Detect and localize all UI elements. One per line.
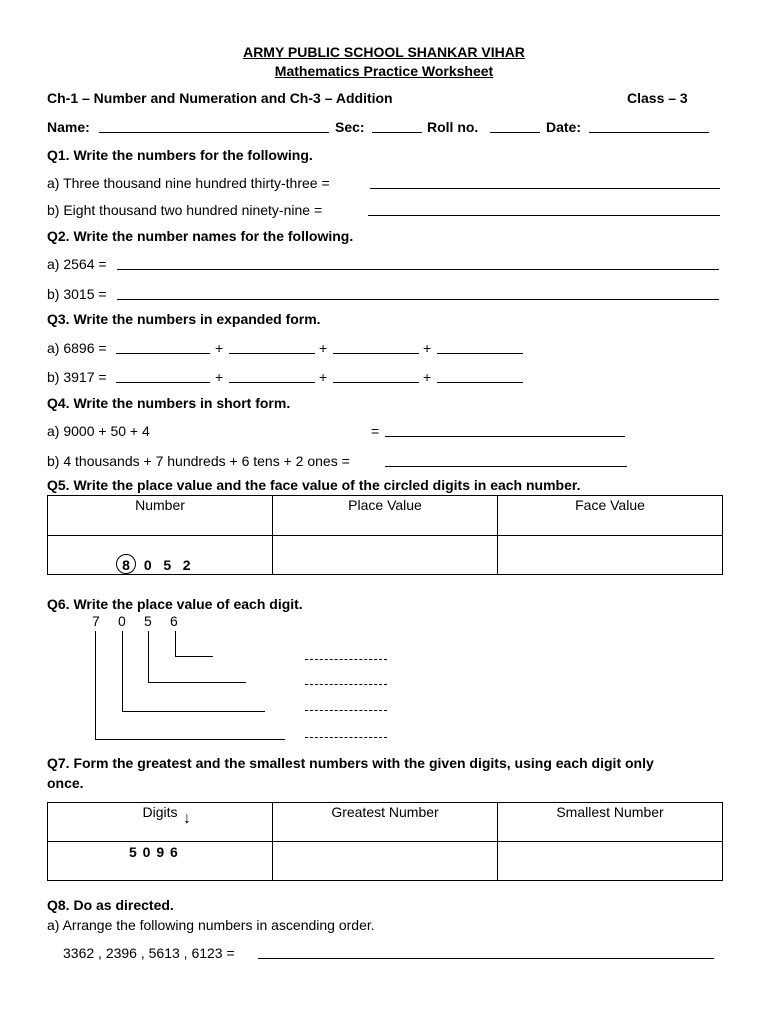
- q3-a-blank-3[interactable]: [333, 353, 419, 354]
- q6-answer-ones[interactable]: [305, 659, 387, 660]
- q7-header-greatest: Greatest Number: [273, 803, 498, 842]
- q3-a-blank-2[interactable]: [229, 353, 315, 354]
- q2-b-blank[interactable]: [117, 299, 719, 300]
- q8-numbers: 3362 , 2396 , 5613 , 6123 =: [63, 945, 235, 961]
- bracket-line: [95, 739, 285, 740]
- q4-b-blank[interactable]: [385, 466, 627, 467]
- bracket-line: [175, 656, 213, 657]
- q6-answer-thousands[interactable]: [305, 737, 387, 738]
- q3-a: a) 6896 =: [47, 340, 107, 356]
- name-label: Name:: [47, 119, 90, 135]
- q3-a-blank-1[interactable]: [116, 353, 210, 354]
- bracket-line: [122, 631, 123, 711]
- q8-title: Q8. Do as directed.: [47, 897, 174, 913]
- q7-header-digits-label: Digits: [142, 804, 178, 820]
- q2-a: a) 2564 =: [47, 256, 107, 272]
- worksheet-title: Mathematics Practice Worksheet: [274, 63, 494, 79]
- q7-greatest-answer[interactable]: [273, 842, 498, 881]
- circled-digit: 8: [116, 554, 136, 574]
- remaining-digits: 0 5 2: [143, 557, 191, 573]
- q4-a: a) 9000 + 50 + 4: [47, 423, 150, 439]
- q1-a-blank[interactable]: [370, 188, 720, 189]
- q5-header-place-value: Place Value: [273, 496, 498, 536]
- q6-answer-tens[interactable]: [305, 684, 387, 685]
- q3-b: b) 3917 =: [47, 369, 107, 385]
- q4-title: Q4. Write the numbers in short form.: [47, 395, 291, 411]
- q6-answer-hundreds[interactable]: [305, 710, 387, 711]
- q6-digit-7: 7: [92, 613, 100, 629]
- q1-a: a) Three thousand nine hundred thirty-three =: [47, 175, 330, 191]
- class-label: Class – 3: [627, 90, 688, 106]
- q3-b-blank-3[interactable]: [333, 382, 419, 383]
- q1-title: Q1. Write the numbers for the following.: [47, 147, 313, 163]
- q5-place-value-answer[interactable]: [273, 536, 498, 575]
- q7-title-line1: Q7. Form the greatest and the smallest numbers with the given digits, using each digit only: [47, 755, 654, 771]
- q5-number-cell: [48, 536, 273, 575]
- plus-sign: +: [423, 369, 432, 385]
- q7-digits-cell: [48, 842, 273, 881]
- q4-a-blank[interactable]: [385, 436, 625, 437]
- school-name: ARMY PUBLIC SCHOOL SHANKAR VIHAR: [243, 44, 525, 60]
- date-label: Date:: [546, 119, 582, 135]
- q6-digit-6: 6: [170, 613, 178, 629]
- q5-face-value-answer[interactable]: [498, 536, 723, 575]
- q7-header-smallest: Smallest Number: [498, 803, 723, 842]
- plus-sign: +: [423, 340, 432, 356]
- down-arrow-icon: ↓: [183, 810, 191, 827]
- q8-a-blank[interactable]: [258, 958, 714, 959]
- q5-title: Q5. Write the place value and the face value of the circled digits in each number.: [47, 477, 581, 493]
- q7-title-line2: once.: [47, 775, 84, 791]
- sec-label: Sec:: [335, 119, 365, 135]
- q3-b-blank-1[interactable]: [116, 382, 210, 383]
- name-blank[interactable]: [99, 132, 329, 133]
- q5-header-face-value: Face Value: [498, 496, 723, 536]
- q4-b: b) 4 thousands + 7 hundreds + 6 tens + 2 ones =: [47, 453, 350, 469]
- q3-b-blank-2[interactable]: [229, 382, 315, 383]
- sec-blank[interactable]: [372, 132, 422, 133]
- date-blank[interactable]: [589, 132, 709, 133]
- q7-header-digits: [48, 803, 273, 842]
- q1-b: b) Eight thousand two hundred ninety-nine =: [47, 202, 323, 218]
- q2-b: b) 3015 =: [47, 286, 107, 302]
- q5-header-number: Number: [48, 496, 273, 536]
- q8-a: a) Arrange the following numbers in ascending order.: [47, 917, 375, 933]
- plus-sign: +: [215, 369, 224, 385]
- q4-a-equals: =: [371, 423, 380, 439]
- q6-digit-0: 0: [118, 613, 126, 629]
- roll-label: Roll no.: [427, 119, 479, 135]
- q3-title: Q3. Write the numbers in expanded form.: [47, 311, 321, 327]
- q2-a-blank[interactable]: [117, 269, 719, 270]
- plus-sign: +: [319, 340, 328, 356]
- chapter-line: Ch-1 – Number and Numeration and Ch-3 – Addition: [47, 90, 393, 106]
- bracket-line: [148, 631, 149, 682]
- bracket-line: [122, 711, 265, 712]
- q5-table: [47, 495, 723, 575]
- plus-sign: +: [215, 340, 224, 356]
- q2-title: Q2. Write the number names for the following.: [47, 228, 354, 244]
- roll-blank[interactable]: [490, 132, 540, 133]
- q3-a-blank-4[interactable]: [437, 353, 523, 354]
- q7-table: [47, 802, 723, 881]
- bracket-line: [148, 682, 246, 683]
- bracket-line: [95, 631, 96, 739]
- q6-digit-5: 5: [144, 613, 152, 629]
- q7-smallest-answer[interactable]: [498, 842, 723, 881]
- q1-b-blank[interactable]: [368, 215, 720, 216]
- q3-b-blank-4[interactable]: [437, 382, 523, 383]
- plus-sign: +: [319, 369, 328, 385]
- bracket-line: [175, 631, 176, 656]
- q6-title: Q6. Write the place value of each digit.: [47, 596, 303, 612]
- q7-digits: 5 0 9 6: [129, 844, 179, 860]
